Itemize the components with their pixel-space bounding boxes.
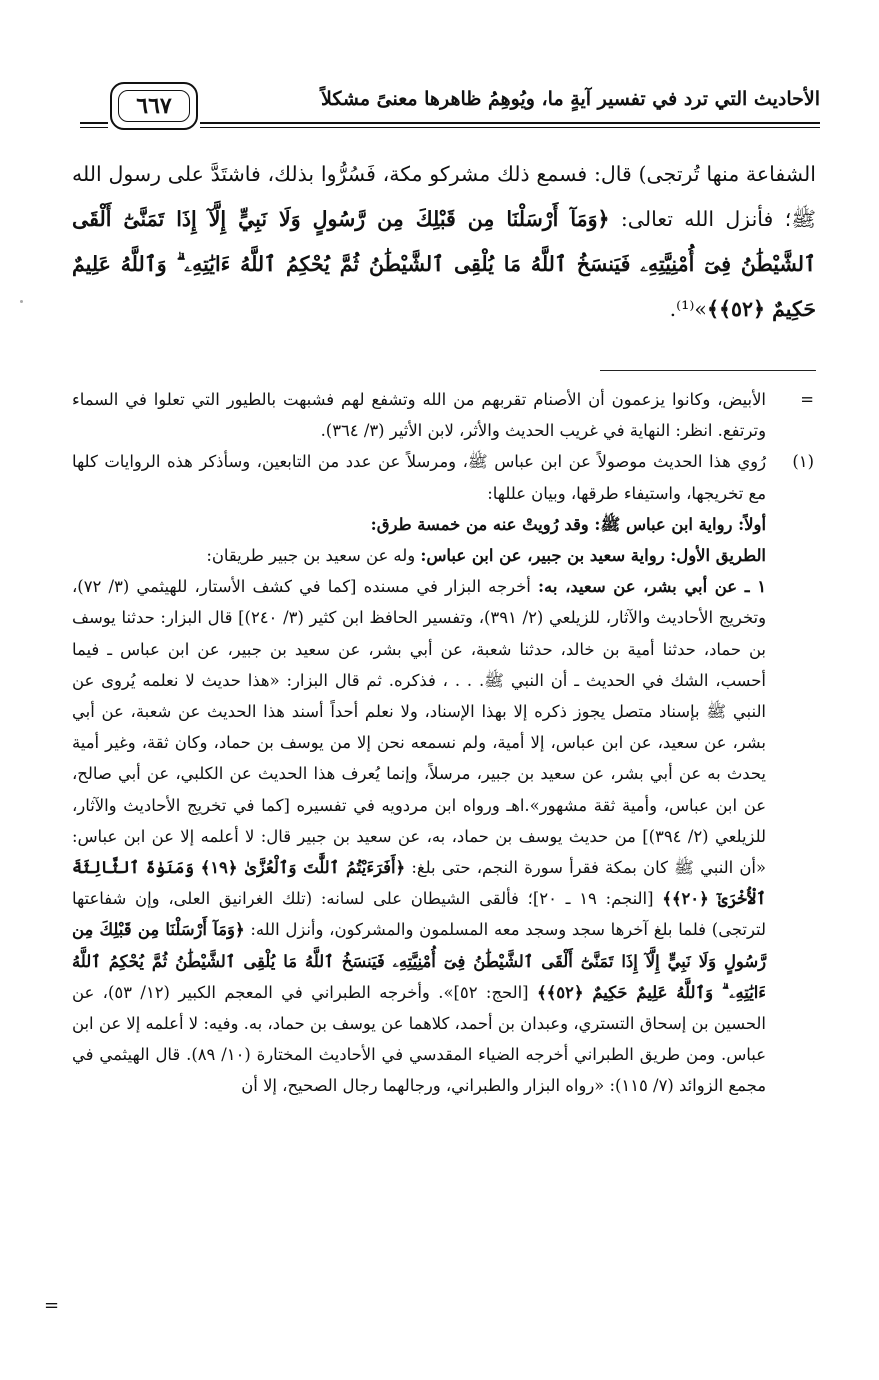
item-1-title: ١ ـ عن أبي بشر، عن سعيد، به:	[538, 577, 767, 597]
verse-hajj: ﴿وَمَآ أَرْسَلْنَا مِن قَبْلِكَ مِن رَّسُولٍ وَلَا نَبِيٍّ إِلَّآ إِذَا تَمَنَّىٰٓ أَلْقَى ٱلشَّيْطَٰنُ فِىٓ أُمْنِيَّتِهِۦ فَيَنسَخُ ٱللَّهُ مَا يُلْقِى ٱلشَّيْطَٰنُ ثُمَّ يُحْكِمُ ٱللَّهُ ءَايَٰتِهِۦ ۗ وَٱللَّهُ عَلِيمٌ حَكِيمٌ ﴿٥٢﴾﴾	[72, 920, 767, 1002]
item-1-text-2: [النجم: ١٩ ـ ٢٠]؛ فألقى الشيطان على لسانه: (تلك الغرانيق العلى، وإن شفاعتها لترتجى) فلما بلغ آخرها سجد وسجد معه المسلمون والمشركون، وأنزل الله:	[72, 889, 766, 940]
running-title: الأحاديث التي ترد في تفسير آيةٍ ما، ويُوهِمُ ظاهرها معنىً مشكلاً	[321, 88, 820, 110]
quran-verse: ﴿وَمَآ أَرْسَلْنَا مِن قَبْلِكَ مِن رَّسُولٍ وَلَا نَبِيٍّ إِلَّآ إِذَا تَمَنَّىٰٓ أَلْقَى ٱلشَّيْطَٰنُ فِىٓ أُمْنِيَّتِهِۦ فَيَنسَخُ ٱللَّهُ مَا يُلْقِى ٱلشَّيْطَٰنُ ثُمَّ يُحْكِمُ ٱللَّهُ ءَايَٰتِهِۦ ۗ وَٱللَّهُ عَلِيمٌ حَكِيمٌ ﴿٥٢﴾﴾	[72, 207, 816, 321]
route-1-text: وله عن سعيد بن جبير طريقان:	[206, 546, 421, 566]
item-1-text-3: [الحج: ٥٢]». وأخرجه الطبراني في المعجم الكبير (١٢/ ٥٣)، عن الحسين بن إسحاق التستري، وعبدان بن أحمد، كلاهما عن يوسف بن حماد، به. وفيه: لا أعلمه إلا عن ابن عباس. ومن طريق الطبراني أخرجه الضياء المقدسي في الأحاديث المختارة (١٠/ ٨٩). قال الهيثمي في مجمع الزوائد (٧/ ١١٥): «رواه البزار والطبراني، ورجالهما رجال الصحيح، إلا أن	[72, 982, 766, 1096]
main-paragraph	[72, 152, 816, 332]
footnote-route-1	[72, 540, 766, 571]
page-number-frame	[110, 82, 198, 130]
header-rule-left-thin	[80, 127, 108, 128]
footnote-continuation	[72, 384, 816, 446]
footnote-heading	[72, 509, 766, 540]
footnotes	[72, 384, 816, 1102]
footnote-separator	[600, 370, 816, 371]
footnote-item-1	[72, 571, 766, 1101]
page-header	[100, 78, 820, 134]
footnote-reference: »⁽¹⁾.	[669, 297, 707, 321]
footnote-intro: رُوي هذا الحديث موصولاً عن ابن عباس ﷺ، ومرسلاً عن عدد من التابعين، وسأذكر هذه الروايات كلها مع تخريجها، واستيفاء طرقها، وبيان عللها:	[72, 452, 766, 503]
footnote-mark: (١)	[792, 452, 814, 472]
item-1-text: أخرجه البزار في مسنده [كما في كشف الأستار، للهيثمي (٣/ ٧٢)، وتخريج الأحاديث والآثار، للزيلعي (٢/ ٣٩١)، وتفسير الحافظ ابن كثير (٣/ ٢٤٠)] قال البزار: حدثنا يوسف بن حماد، حدثنا أمية بن خالد، حدثنا شعبة، عن أبي بشر، عن سعيد بن جبير، عن ابن عباس ـ فيما أحسب، الشك في الحديث ـ أن النبي ﷺ. . . ، فذكره. ثم قال البزار: «هذا حديث لا نعلمه يُروى عن النبي ﷺ بإسناد متصل يجوز ذكره إلا بهذا الإسناد، ولا نعلم أحداً أسند هذا الحديث عن شعبة، عن أبي بشر، عن سعيد، عن ابن عباس، إلا أمية، ولم نسمعه نحن إلا من يوسف بن حماد، وكان ثقة، وغير أمية يحدث به عن أبي بشر، عن سعيد بن جبير، مرسلاً، وإنما يُعرف هذا الحديث عن الكلبي، عن أبي صالح، عن ابن عباس، وأمية ثقة مشهور».اهـ ورواه ابن مردويه في تفسيره [كما في تخريج الأحاديث والآثار، للزيلعي (٢/ ٣٩٤)] من حديث يوسف بن حماد، به، عن سعيد بن جبير قال: لا أعلمه إلا عن ابن عباس: «أن النبي ﷺ كان بمكة فقرأ سورة النجم، حتى بلغ:	[72, 577, 767, 878]
header-rule-thin	[200, 127, 820, 128]
heading-ibn-abbas: أولاً: رواية ابن عباس ﷺ: وقد رُويتْ عنه من خمسة طرق:	[370, 514, 766, 534]
footnote-text: الأبيض، وكانوا يزعمون أن الأصنام تقربهم من الله وتشفع لهم فشبهت بالطيور التي تعلوا في السماء وترتفع. انظر: النهاية في غريب الحديث والأثر، لابن الأثير (٣/ ٣٦٤).	[72, 390, 766, 441]
verse-najm: ﴿أَفَرَءَيْتُمُ ٱللَّٰتَ وَٱلْعُزَّىٰ ﴿١٩﴾ وَمَنَوٰةَ ٱلثَّالِثَةَ ٱلْأُخْرَىٰٓ ﴿٢٠﴾﴾	[72, 858, 766, 909]
footnote-mark: =	[800, 390, 814, 409]
main-text	[72, 152, 816, 332]
main-text-part1: الشفاعة منها تُرتجى) قال: فسمع ذلك مشركو مكة، فَسُرُّوا بذلك، فاشتَدَّ على رسول الله ﷺ؛ فأنزل الله تعالى:	[72, 162, 816, 231]
page-number: ٦٦٧	[118, 90, 190, 122]
header-rule	[200, 122, 820, 124]
header-rule-left	[80, 122, 108, 124]
route-1-title: الطريق الأول: رواية سعيد بن جبير، عن ابن عباس:	[420, 546, 766, 566]
continuation-mark: =	[44, 1295, 60, 1316]
footnote-1	[72, 446, 816, 1101]
scan-speck	[20, 300, 23, 303]
